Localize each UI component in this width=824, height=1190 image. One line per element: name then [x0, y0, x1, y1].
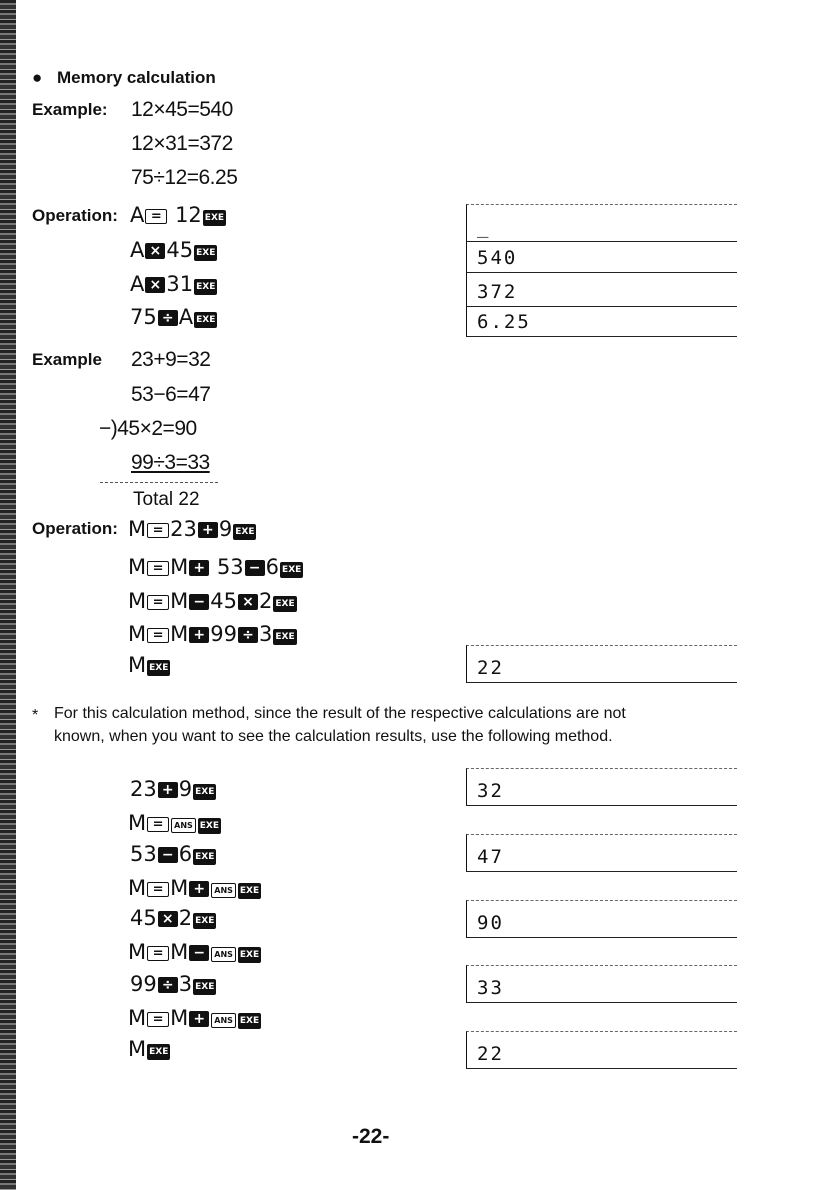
key-sequence: M = ANS EXE: [128, 811, 220, 835]
key-sequence: 23 + 9 EXE: [130, 777, 215, 801]
section-title: Memory calculation: [57, 68, 216, 87]
times-key: ×: [145, 243, 165, 259]
key-icon: ANS: [211, 883, 236, 898]
calculator-display: _: [466, 204, 737, 242]
example-line: −)45×2=90: [99, 417, 197, 440]
key-sequence: 45 × 2 EXE: [130, 906, 215, 930]
key-icon: =: [147, 882, 169, 897]
key-icon: EXE: [198, 818, 221, 834]
key-icon: =: [147, 523, 169, 538]
key-icon: ×: [158, 911, 178, 927]
exe-key: EXE: [194, 312, 217, 328]
key-icon: −: [189, 945, 209, 961]
key-sequence: 75 ÷ A EXE: [130, 305, 216, 329]
note-line: known, when you want to see the calculation results, use the following method.: [54, 728, 613, 745]
key-icon: EXE: [147, 660, 170, 676]
key-icon: ×: [238, 594, 258, 610]
key-icon: EXE: [238, 883, 261, 899]
key-icon: EXE: [233, 524, 256, 540]
key-icon: =: [147, 946, 169, 961]
key-sequence: M = M + 53 − 6 EXE: [128, 555, 302, 579]
calculator-display: 32: [466, 768, 737, 806]
key-icon: =: [147, 817, 169, 832]
example-line: 75÷12=6.25: [131, 166, 238, 189]
calculator-display: 47: [466, 834, 737, 872]
key-icon: ÷: [238, 627, 258, 643]
operation-label: Operation:: [32, 519, 118, 538]
note-star: *: [32, 707, 39, 724]
key-icon: ÷: [158, 977, 178, 993]
example-label: Example: [32, 350, 102, 369]
key-icon: EXE: [147, 1044, 170, 1060]
key-sequence: A × 45 EXE: [130, 238, 216, 262]
calculator-display: 33: [466, 965, 737, 1003]
key-sequence: M EXE: [128, 1037, 169, 1061]
key-sequence: 99 ÷ 3 EXE: [130, 972, 215, 996]
page-number: -22-: [352, 1125, 390, 1148]
key-icon: +: [158, 782, 178, 798]
example-line: 12×31=372: [131, 132, 233, 155]
calculator-display: 90: [466, 900, 737, 938]
key-icon: +: [189, 1011, 209, 1027]
key-icon: ANS: [211, 947, 236, 962]
key-sequence: 53 − 6 EXE: [130, 842, 215, 866]
calculator-display: 540: [466, 236, 737, 273]
total-line: Total 22: [133, 489, 200, 510]
example-line: 99÷3=33: [131, 451, 210, 474]
key-icon: =: [147, 628, 169, 643]
operation-label: Operation:: [32, 206, 118, 225]
key-icon: =: [147, 595, 169, 610]
bullet: ●: [32, 68, 43, 87]
key-sequence: M = M + ANS EXE: [128, 1006, 260, 1030]
key-icon: =: [147, 1012, 169, 1027]
example-line: 23+9=32: [131, 348, 211, 371]
key-icon: EXE: [273, 596, 296, 612]
times-key: ×: [145, 277, 165, 293]
key-icon: +: [198, 522, 218, 538]
key-icon: ANS: [171, 818, 196, 833]
exe-key: EXE: [194, 279, 217, 295]
calculator-display: 6.25: [466, 300, 737, 337]
note-line: For this calculation method, since the result of the respective calculations are not: [54, 705, 626, 722]
key-icon: EXE: [193, 849, 216, 865]
equals-key: =: [145, 209, 167, 224]
key-sequence: A = 12 EXE: [130, 203, 225, 227]
key-icon: EXE: [193, 784, 216, 800]
key-icon: EXE: [193, 913, 216, 929]
key-sequence: A × 31 EXE: [130, 272, 216, 296]
key-icon: EXE: [280, 562, 303, 578]
key-icon: −: [245, 560, 265, 576]
calculator-display: 22: [466, 1031, 737, 1069]
key-icon: −: [189, 594, 209, 610]
key-icon: −: [158, 847, 178, 863]
key-icon: +: [189, 881, 209, 897]
key-icon: +: [189, 560, 209, 576]
key-sequence: M = M + ANS EXE: [128, 876, 260, 900]
section-heading: [32, 68, 216, 88]
key-sequence: M = M − ANS EXE: [128, 940, 260, 964]
key-icon: ANS: [211, 1013, 236, 1028]
key-icon: =: [147, 561, 169, 576]
key-sequence: M = M − 45 × 2 EXE: [128, 589, 295, 613]
key-icon: EXE: [238, 947, 261, 963]
key-icon: EXE: [273, 629, 296, 645]
calculator-display: 372: [466, 270, 737, 307]
key-sequence: M EXE: [128, 653, 169, 677]
divider: [100, 482, 218, 483]
example-line: 53−6=47: [131, 383, 211, 406]
key-icon: EXE: [238, 1013, 261, 1029]
key-icon: +: [189, 627, 209, 643]
key-sequence: M = 23 + 9 EXE: [128, 517, 255, 541]
example-label: Example:: [32, 100, 108, 119]
scanned-page-edge: [0, 0, 16, 1190]
calculator-display: 22: [466, 645, 737, 683]
key-icon: EXE: [193, 979, 216, 995]
key-sequence: M = M + 99 ÷ 3 EXE: [128, 622, 295, 646]
example-line: 12×45=540: [131, 98, 233, 121]
divide-key: ÷: [158, 310, 178, 326]
exe-key: EXE: [203, 210, 226, 226]
exe-key: EXE: [194, 245, 217, 261]
